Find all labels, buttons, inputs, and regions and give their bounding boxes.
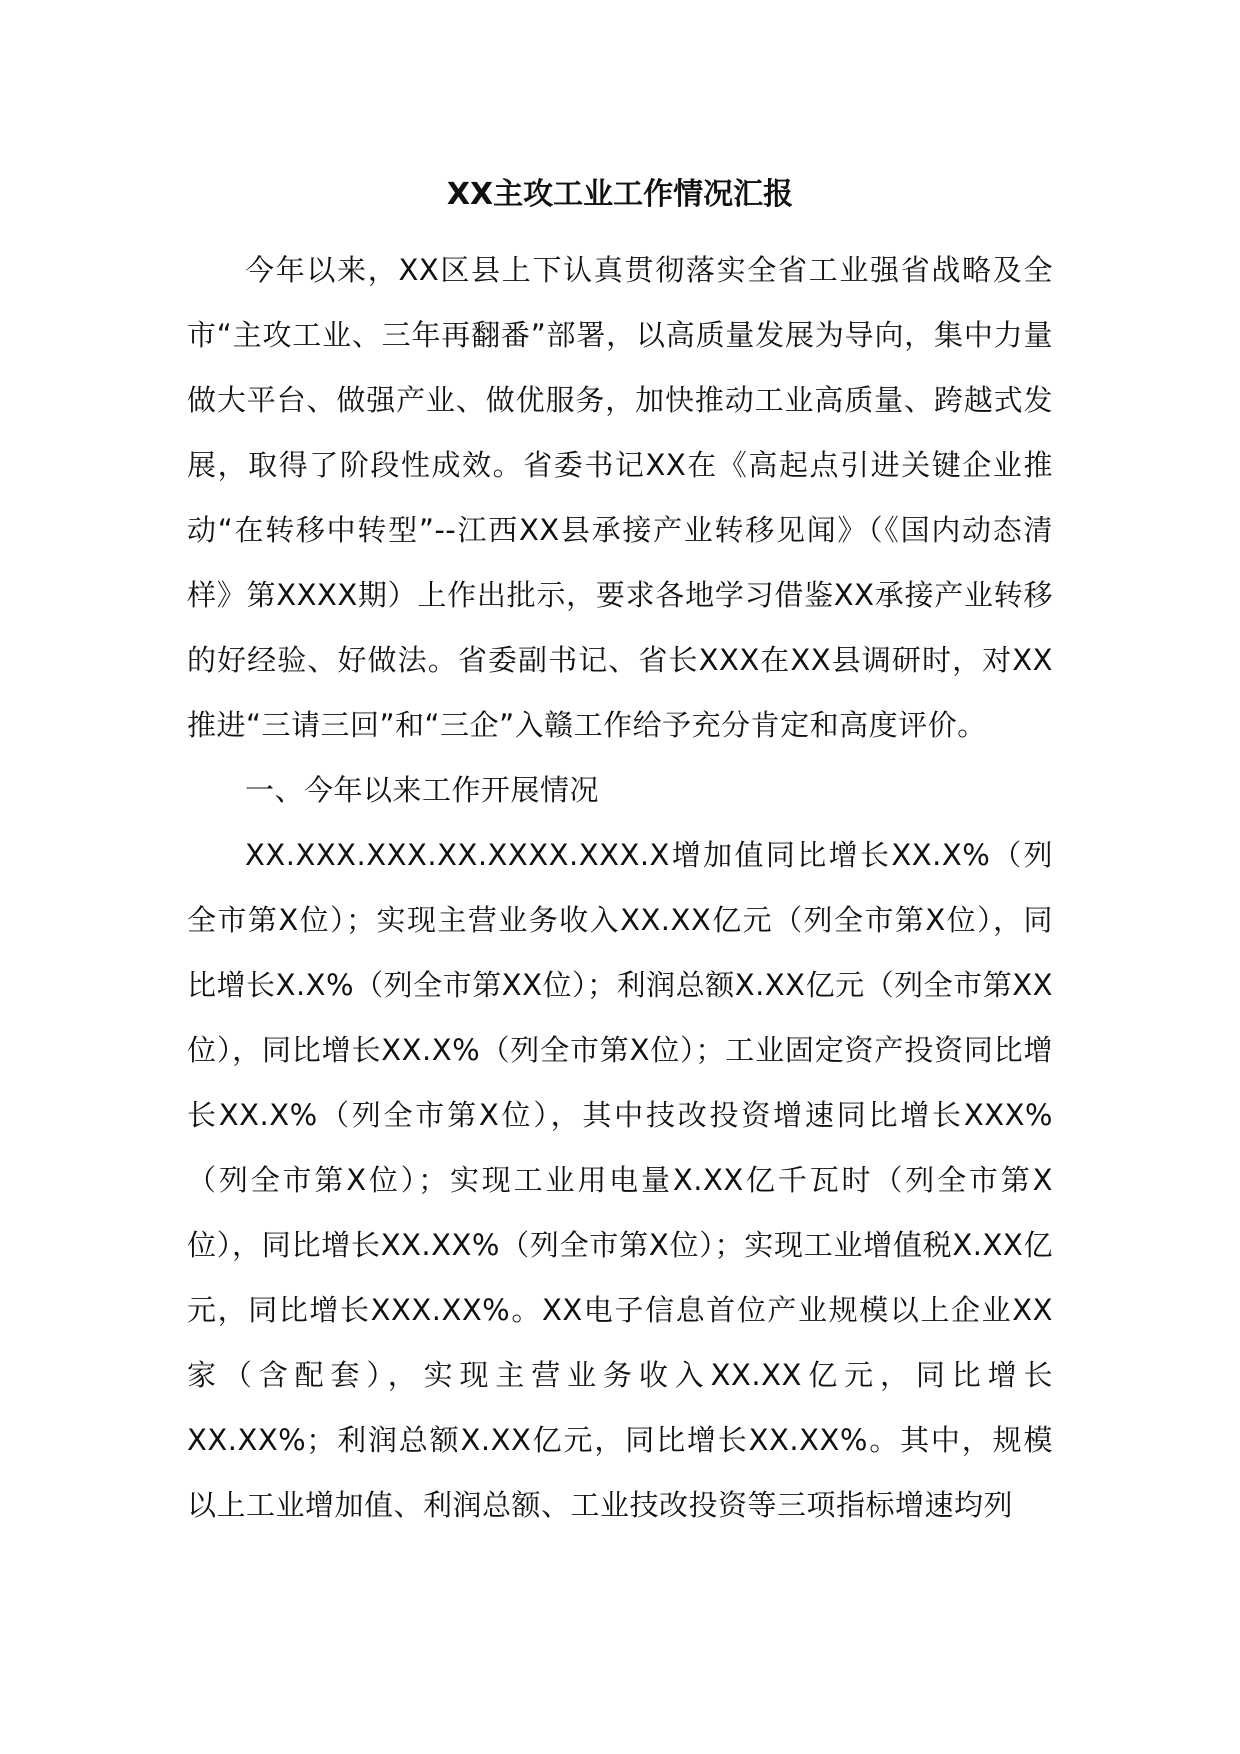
document-title: XX主攻工业工作情况汇报 [446, 177, 794, 212]
intro-paragraph: 今年以来，XX区县上下认真贯彻落实全省工业强省战略及全市“主攻工业、三年再翻番”部署，以高质量发展为导向，集中力量做大平台、做强产业、做优服务，加快推动工业高质量、跨越式发展，取得了阶段性成效。省委书记XX在《高起点引进关键企业推动“在转移中转型”--江西XX县承接产业转移见闻》（《国内动态清样》第XXXX期）上作出批示，要求各地学习借鉴XX承接产业转移的好经验、好做法。省委副书记、省长XXX在XX县调研时，对XX推进“三请三回”和“三企”入赣工作给予充分肯定和高度评价。 [187, 253, 1053, 742]
document-body [187, 238, 1053, 1538]
section-heading: 一、今年以来工作开展情况 [245, 773, 600, 807]
statistics-paragraph: XX.XXX.XXX.XX.XXXX.XXX.X增加值同比增长XX.X%（列全市第X位）；实现主营业务收入XX.XX亿元（列全市第X位），同比增长X.X%（列全市第XX位）；利润总额X.XX亿元（列全市第XX位），同比增长XX.X%（列全市第X位）；工业固定资产投资同比增长XX.X%（列全市第X位），其中技改投资增速同比增长XXX%（列全市第X位）；实现工业用电量X.XX亿千瓦时（列全市第X位），同比增长XX.XX%（列全市第X位）；实现工业增值税X.XX亿元，同比增长XXX.XX%。XX电子信息首位产业规模以上企业XX家（含配套），实现主营业务收入XX.XX亿元，同比增长XX.XX%；利润总额X.XX亿元，同比增长XX.XX%。其中，规模以上工业增加值、利润总额、工业技改投资等三项指标增速均列 [187, 838, 1053, 1522]
